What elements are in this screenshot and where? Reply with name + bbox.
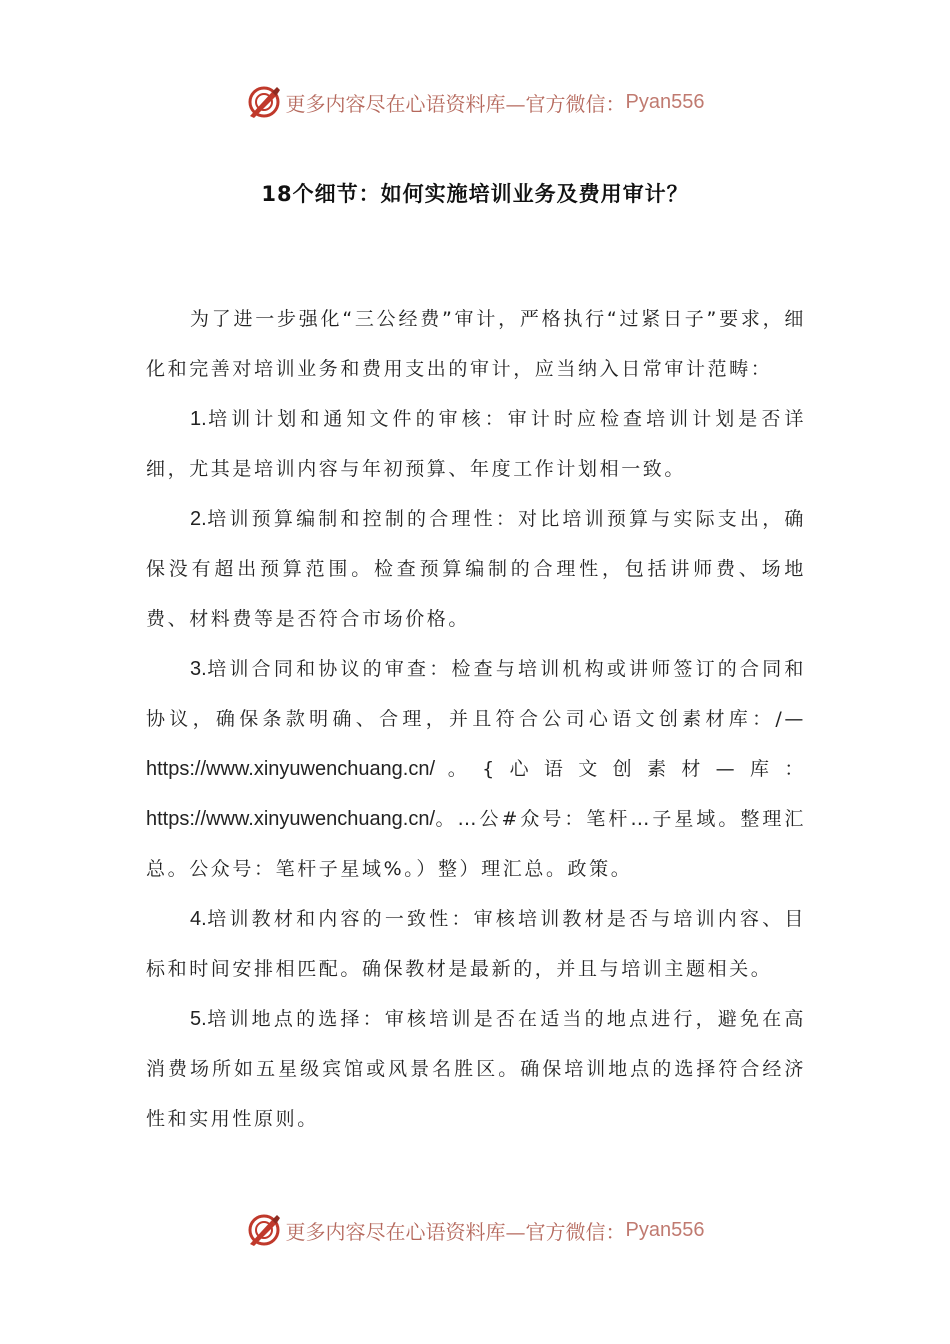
item-2-text: 培训预算编制和控制的合理性：对比培训预算与实际支出，确保没有超出预算范围。检查预算编制的合理性，包括讲师费、场地费、材料费等是否符合市场价格。 [146, 508, 806, 630]
item-5-number: 5. [190, 1008, 207, 1030]
footer-banner [0, 1208, 950, 1252]
document-body [146, 294, 806, 1144]
item-3-url-b: https://www.xinyuwenchuang.cn/ [146, 808, 436, 830]
header-banner [0, 80, 950, 124]
item-5-paragraph [146, 994, 806, 1144]
item-4-paragraph [146, 894, 806, 994]
item-3-url-a: https://www.xinyuwenchuang.cn/ [146, 758, 436, 780]
item-3-text-a: 培训合同和协议的审查：检查与培训机构或讲师签订的合同和协议，确保条款明确、合理，并且符合公司心语文创素材库：/— [146, 658, 806, 730]
header-banner-text: 更多内容尽在心语资料库—官方微信： [285, 91, 626, 116]
pen-circle-logo-icon [246, 84, 282, 120]
footer-wechat-id: Pyan556 [625, 1218, 705, 1241]
item-1-number: 1. [190, 408, 207, 430]
item-3-text-b: 。{心语文创素材—库： [435, 758, 806, 780]
item-2-number: 2. [190, 508, 207, 530]
footer-banner-text: 更多内容尽在心语资料库—官方微信： [285, 1219, 626, 1244]
item-1-paragraph [146, 394, 806, 494]
item-1-text: 培训计划和通知文件的审核：审计时应检查培训计划是否详细，尤其是培训内容与年初预算、年度工作计划相一致。 [146, 408, 806, 480]
item-5-text: 培训地点的选择：审核培训是否在适当的地点进行，避免在高消费场所如五星级宾馆或风景名胜区。确保培训地点的选择符合经济性和实用性原则。 [146, 1008, 806, 1130]
intro-paragraph: 为了进一步强化“三公经费”审计，严格执行“过紧日子”要求，细化和完善对培训业务和费用支出的审计，应当纳入日常审计范畴： [146, 308, 806, 380]
pen-circle-logo-icon [246, 1212, 282, 1248]
header-wechat-id: Pyan556 [625, 90, 705, 113]
item-2-paragraph [146, 494, 806, 644]
page-title: 18个细节：如何实施培训业务及费用审计？ [261, 182, 689, 206]
item-4-number: 4. [190, 908, 207, 930]
item-3-number: 3. [190, 658, 207, 680]
item-3-text-c: 。…公#众号：笔杆…子星域。整理汇总。公众号：笔杆子星域%。）整）理汇总。政策。 [146, 808, 806, 880]
item-3-paragraph [146, 644, 806, 894]
item-4-text: 培训教材和内容的一致性：审核培训教材是否与培训内容、目标和时间安排相匹配。确保教材是最新的，并且与培训主题相关。 [146, 908, 806, 980]
